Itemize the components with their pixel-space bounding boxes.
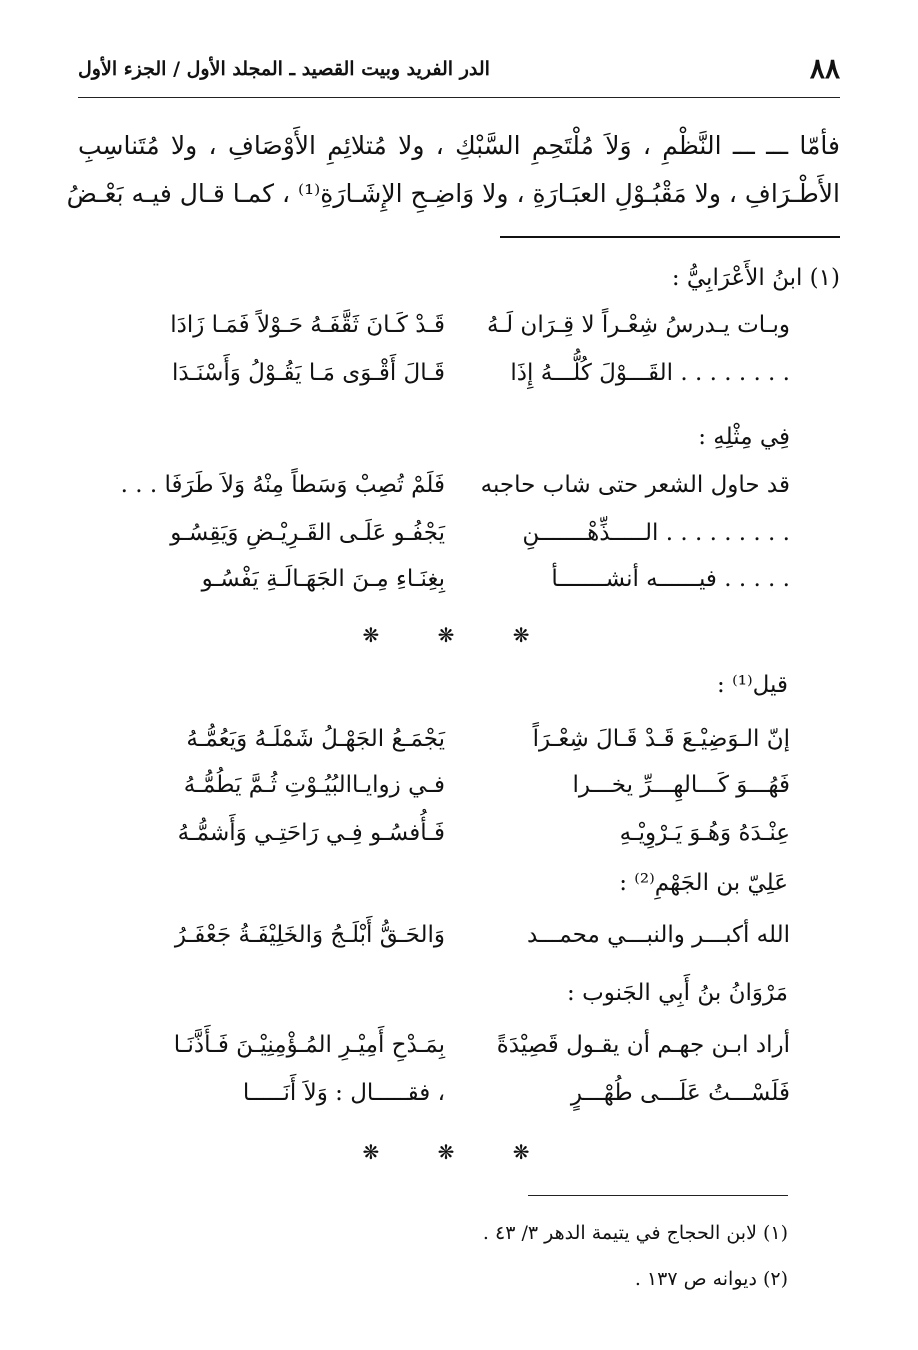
verse-second-hemistich: بِغِنَـاءِ مِـنَ الجَهَـالَـةِ يَفْسُـو — [201, 566, 445, 592]
verse-second-hemistich: قَـدْ كَـانَ ثَقَّفَـهُ حَـوْلاً فَمَـا زَادَا — [170, 312, 445, 338]
verse-first-hemistich: الله أكبـــر والنبـــي محمـــد — [527, 922, 790, 948]
verse-second-hemistich: يَجْفُـو عَلَـى القَـرِيْـضِ وَيَقِسُـو — [170, 520, 445, 546]
verse — [130, 820, 790, 860]
verse-first-hemistich: فَلَسْـــتُ عَلَـــى طُهْـــرٍ — [570, 1080, 790, 1106]
verse-first-hemistich: عِنْـدَهُ وَهُـوَ يَـرْوِيْـهِ — [619, 820, 790, 846]
verse-second-hemistich: بِمَـدْحِ أَمِيْـرِ المُـؤْمِنِيْـنَ فَـأَذَّنَـا — [173, 1032, 445, 1058]
note-divider — [500, 236, 840, 238]
section-separator: ❋ ❋ ❋ — [362, 1140, 556, 1164]
footnote: (٢) ديوانه ص ١٣٧ . — [634, 1268, 788, 1290]
verse-first-hemistich: . . . . . . . . القَـــوْلَ كُلُّـــهُ إِذَا — [510, 360, 790, 386]
verse-second-hemistich: فـي زوايـاالبُيُـوْتِ ثُـمَّ يَطُمُّـهُ — [183, 772, 445, 798]
page-number: ٨٨ — [809, 52, 840, 85]
verse — [130, 566, 790, 606]
prose-line: الأَطْـرَافِ ، ولا مَقْبُـوْلِ العبَـارَةِ ، ولا وَاضِـحِ الإِشَـارَةِ⁽¹⁾ ، كمـا قـال فيـه بَعْـضُ — [66, 179, 840, 208]
verse — [130, 922, 790, 962]
verse-first-hemistich: أراد ابـن جهـم أن يقـول قَصِيْدَةً — [496, 1032, 790, 1058]
note-subheading: فِي مِثْلِهِ : — [698, 424, 790, 450]
verse-first-hemistich: إنّ الـوَضِيْـعَ قَـدْ قَـالَ شِعْـرَاً — [532, 726, 790, 752]
verse-second-hemistich: وَالحَـقُّ أَبْلَـجُ وَالخَلِيْفَـةُ جَعْفَـرُ — [174, 922, 445, 948]
poet-heading: عَلِيّ بن الجَهْمِ⁽²⁾ : — [619, 870, 788, 896]
verse — [130, 726, 790, 766]
verse-second-hemistich: ، فقـــــال : وَلاَ أَنَـــــا — [242, 1080, 445, 1106]
verse-first-hemistich: وبـات يـدرسُ شِعْـراً لا قِـرَان لَـهُ — [487, 312, 790, 338]
running-title: الدر الفريد وبيت القصيد ـ المجلد الأول / الجزء الأول — [78, 58, 490, 80]
verse-first-hemistich: . . . . . فيــــــه أنشـــــــأ — [551, 566, 790, 592]
verse-second-hemistich: قَـالَ أَقْـوَى مَـا يَقُـوْلُ وَأَسْنَـدَا — [171, 360, 445, 386]
verse — [130, 312, 790, 352]
verse — [130, 1032, 790, 1072]
footnote-rule — [528, 1195, 788, 1196]
verse — [130, 520, 790, 560]
verse-second-hemistich: فَـأُفسُـو فِـي رَاحَتِـي وَأَشمُّـهُ — [177, 820, 445, 846]
verse-first-hemistich: . . . . . . . . . الـــــذِّهْـــــــنِ — [522, 520, 790, 546]
footnote: (١) لابن الحجاج في يتيمة الدهر ٣/ ٤٣ . — [482, 1222, 788, 1244]
verse — [120, 472, 790, 512]
section-separator: ❋ ❋ ❋ — [362, 623, 556, 647]
verse-first-hemistich: فَهُـــوَ كَـــالهِـــرِّ يخـــرا — [572, 772, 790, 798]
verse-second-hemistich: فَلَمْ تُصِبْ وَسَطاً مِنْهُ وَلاَ طَرَفَا . . . — [120, 472, 445, 498]
poet-heading: مَرْوَانُ بنُ أَبِي الجَنوب : — [567, 980, 788, 1006]
verse-second-hemistich: يَجْمَـعُ الجَهْـلُ شَمْلَـهُ وَيَعُمُّـهُ — [186, 726, 445, 752]
verse — [130, 772, 790, 812]
verse — [130, 1080, 790, 1120]
note-heading: (١) ابنُ الأَعْرَابِيُّ : — [671, 265, 840, 291]
verse-first-hemistich: قد حاول الشعر حتى شاب حاجبه — [480, 472, 790, 498]
prose-paragraph — [66, 122, 840, 218]
header-rule — [78, 97, 840, 98]
page-header — [78, 52, 840, 86]
prose-line: فأمّا ـــ ـــ النَّظْمِ ، وَلاَ مُلْتَحِمِ السَّبْكِ ، ولا مُتلائِمِ الأَوْصَافِ ، ولا مُتَناسِبِ — [78, 131, 840, 160]
verse — [130, 360, 790, 400]
section-heading: قيل⁽¹⁾ : — [717, 672, 788, 698]
